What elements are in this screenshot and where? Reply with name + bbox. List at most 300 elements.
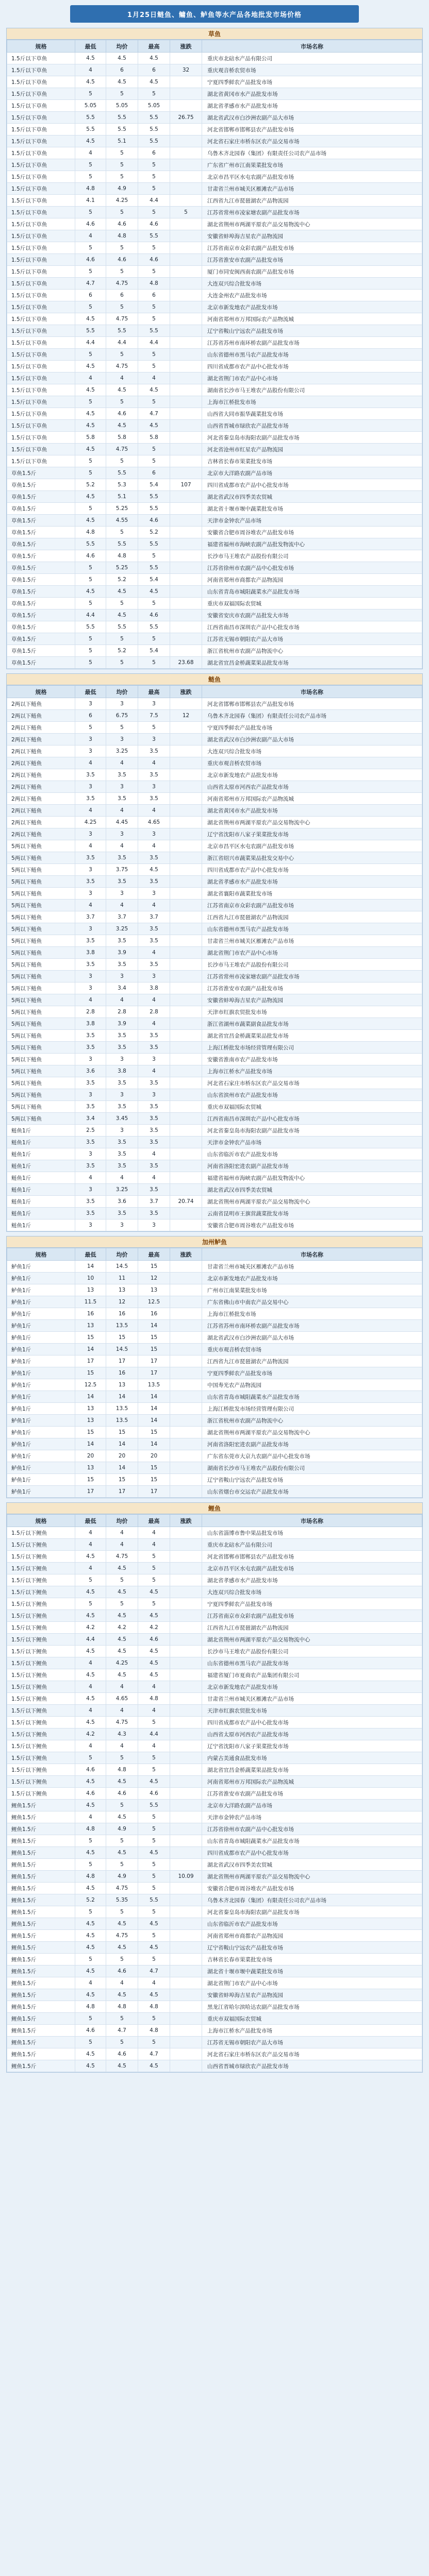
table-row: [7, 947, 422, 959]
cell-avg: 3.5: [106, 1208, 138, 1219]
cell-max: 4.5: [138, 1847, 170, 1859]
cell-max: 5: [138, 88, 170, 100]
cell-min: 3: [75, 971, 106, 982]
table-row: [7, 971, 422, 982]
table-row: [7, 503, 422, 515]
cell-market: 浙江省湖州市蔬菜副食品批发市场: [202, 1018, 422, 1030]
cell-spec: 1.5斤以下鲤鱼: [7, 1646, 75, 1657]
cell-change: [170, 1788, 202, 1800]
cell-spec: 2两以下鲢鱼: [7, 757, 75, 769]
cell-max: 5: [138, 396, 170, 408]
cell-change: [170, 349, 202, 361]
cell-change: [170, 1018, 202, 1030]
cell-min: 4: [75, 805, 106, 817]
table-row: [7, 734, 422, 745]
cell-spec: 5两以下鲢鱼: [7, 840, 75, 852]
cell-change: [170, 396, 202, 408]
cell-avg: 4: [106, 1539, 138, 1551]
cell-spec: 1.5斤以下草鱼: [7, 384, 75, 396]
cell-avg: 3.4: [106, 982, 138, 994]
cell-change: [170, 1403, 202, 1415]
table-row: [7, 432, 422, 444]
cell-max: 14: [138, 1415, 170, 1427]
table-row: [7, 76, 422, 88]
table-row: [7, 1776, 422, 1788]
table-row: [7, 1527, 422, 1539]
fish-section: [6, 28, 423, 669]
cell-min: 3.5: [75, 1137, 106, 1148]
cell-change: [170, 2013, 202, 2025]
cell-min: 3: [75, 1219, 106, 1231]
cell-min: 3.5: [75, 935, 106, 947]
cell-spec: 1.5斤以下草鱼: [7, 218, 75, 230]
cell-avg: 3.5: [106, 876, 138, 888]
cell-change: [170, 598, 202, 609]
cell-change: [170, 1835, 202, 1847]
section-title: 草鱼: [7, 28, 422, 40]
cell-min: 13: [75, 1403, 106, 1415]
cell-avg: 4.5: [106, 1847, 138, 1859]
cell-min: 4: [75, 1657, 106, 1669]
cell-max: 5: [138, 1752, 170, 1764]
cell-market: 四川省成都市农产品中心批发市场: [202, 864, 422, 876]
table-row: [7, 864, 422, 876]
cell-spec: 鲢鱼1斤: [7, 1148, 75, 1160]
cell-spec: 鲈鱼1斤: [7, 1332, 75, 1344]
cell-spec: 鲢鱼1斤: [7, 1219, 75, 1231]
cell-spec: 1.5斤以下草鱼: [7, 325, 75, 337]
table-row: [7, 698, 422, 710]
table-row: [7, 1113, 422, 1125]
cell-change: 10.09: [170, 1871, 202, 1883]
cell-spec: 1.5斤以下鲤鱼: [7, 1610, 75, 1622]
header-min: 最低: [75, 1515, 106, 1527]
cell-change: [170, 1764, 202, 1776]
table-row: [7, 1657, 422, 1669]
cell-min: 4.8: [75, 1823, 106, 1835]
cell-avg: 4: [106, 1977, 138, 1989]
cell-min: 5: [75, 1835, 106, 1847]
table-row: [7, 1160, 422, 1172]
cell-max: 3.5: [138, 1137, 170, 1148]
cell-spec: 5两以下鲢鱼: [7, 935, 75, 947]
cell-change: [170, 1942, 202, 1954]
cell-change: [170, 1954, 202, 1965]
cell-market: 四川省成都市农产品中心批发市场: [202, 361, 422, 372]
table-row: [7, 1894, 422, 1906]
cell-avg: 4.5: [106, 1586, 138, 1598]
cell-avg: 4.5: [106, 384, 138, 396]
header-spec: 规格: [7, 1515, 75, 1527]
cell-max: 4.4: [138, 195, 170, 207]
cell-spec: 1.5斤以下草鱼: [7, 147, 75, 159]
cell-avg: 4.75: [106, 313, 138, 325]
cell-max: 5.4: [138, 645, 170, 657]
cell-avg: 5: [106, 159, 138, 171]
cell-avg: 20: [106, 1450, 138, 1462]
table-row: [7, 1320, 422, 1332]
cell-change: [170, 1574, 202, 1586]
table-row: [7, 408, 422, 420]
cell-change: [170, 1273, 202, 1284]
cell-min: 4.5: [75, 1693, 106, 1705]
cell-min: 4.6: [75, 1788, 106, 1800]
cell-min: 10: [75, 1273, 106, 1284]
cell-spec: 5两以下鲢鱼: [7, 911, 75, 923]
cell-spec: 鲤鱼1.5斤: [7, 1835, 75, 1847]
cell-min: 5: [75, 467, 106, 479]
cell-spec: 鲈鱼1斤: [7, 1486, 75, 1498]
cell-avg: 3.45: [106, 1113, 138, 1125]
cell-spec: 1.5斤以下鲤鱼: [7, 1539, 75, 1551]
cell-change: [170, 769, 202, 781]
cell-market: 宁夏四季鲜农产品批发市场: [202, 1598, 422, 1610]
cell-spec: 草鱼1.5斤: [7, 562, 75, 574]
cell-change: [170, 372, 202, 384]
cell-market: 江苏省南京市众彩农副产品批发市场: [202, 1610, 422, 1622]
table-header-row: [7, 686, 422, 698]
cell-min: 4: [75, 840, 106, 852]
cell-spec: 鲈鱼1斤: [7, 1273, 75, 1284]
cell-spec: 草鱼1.5斤: [7, 657, 75, 669]
table-row: [7, 1693, 422, 1705]
cell-market: 河南省洛阳宏进农副产品批发市场: [202, 1160, 422, 1172]
table-row: [7, 171, 422, 183]
cell-change: [170, 2037, 202, 2048]
cell-market: 厦门市同安闽西南农副产品批发市场: [202, 266, 422, 278]
cell-min: 3.5: [75, 769, 106, 781]
cell-market: 安徽省合肥市周谷堆农产品批发市场: [202, 1219, 422, 1231]
cell-max: 5: [138, 349, 170, 361]
table-row: [7, 1977, 422, 1989]
cell-change: [170, 1320, 202, 1332]
cell-max: 4: [138, 1977, 170, 1989]
cell-avg: 4.6: [106, 408, 138, 420]
cell-min: 13: [75, 1284, 106, 1296]
cell-min: 5: [75, 1954, 106, 1965]
table-row: [7, 911, 422, 923]
cell-change: [170, 1462, 202, 1474]
cell-change: [170, 923, 202, 935]
table-row: [7, 1610, 422, 1622]
header-market: 市场名称: [202, 40, 422, 53]
cell-avg: 4.5: [106, 586, 138, 598]
cell-spec: 鲤鱼1.5斤: [7, 1800, 75, 1811]
table-row: [7, 1764, 422, 1776]
cell-change: [170, 1030, 202, 1042]
cell-avg: 3.5: [106, 793, 138, 805]
cell-max: 15: [138, 1427, 170, 1438]
cell-market: 大连双兴综合批发市场: [202, 1586, 422, 1598]
cell-market: 江西省南昌市深圳农产品中心批发市场: [202, 621, 422, 633]
cell-min: 3.8: [75, 947, 106, 959]
cell-avg: 17: [106, 1486, 138, 1498]
cell-market: 甘肃省兰州市城关区雁滩农产品市场: [202, 935, 422, 947]
cell-spec: 鲢鱼1斤: [7, 1137, 75, 1148]
table-row: [7, 1391, 422, 1403]
cell-avg: 4: [106, 372, 138, 384]
cell-change: [170, 124, 202, 135]
cell-market: 山东省青岛市城阳蔬菜水产品批发市场: [202, 1835, 422, 1847]
table-row: [7, 852, 422, 864]
cell-market: 安徽省蚌埠海吉星农产品物流园: [202, 994, 422, 1006]
cell-max: 17: [138, 1486, 170, 1498]
cell-change: [170, 852, 202, 864]
cell-market: 江苏省常州市凌家塘农副产品批发市场: [202, 207, 422, 218]
cell-market: 河北省秦皇岛市海阳农副产品批发市场: [202, 1906, 422, 1918]
cell-max: 3: [138, 781, 170, 793]
cell-min: 4.5: [75, 1646, 106, 1657]
cell-market: 湖北省荆州市两湖平原农产品交易物流中心: [202, 1196, 422, 1208]
cell-market: 湖北省武汉市四季美农贸城: [202, 1184, 422, 1196]
cell-max: 4.5: [138, 2060, 170, 2072]
header-change: 涨跌: [170, 686, 202, 698]
cell-spec: 鲈鱼1斤: [7, 1379, 75, 1391]
cell-avg: 5: [106, 1574, 138, 1586]
cell-spec: 1.5斤以下鲤鱼: [7, 1681, 75, 1693]
cell-market: 湖北省武汉市四季美农贸城: [202, 491, 422, 503]
cell-spec: 鲤鱼1.5斤: [7, 1823, 75, 1835]
cell-min: 13: [75, 1415, 106, 1427]
cell-market: 天津市红旗农贸批发市场: [202, 1705, 422, 1717]
cell-market: 辽宁省鞍山宁远农产品批发市场: [202, 1942, 422, 1954]
table-row: [7, 1379, 422, 1391]
cell-min: 4.25: [75, 817, 106, 828]
cell-min: 14: [75, 1438, 106, 1450]
cell-min: 3: [75, 734, 106, 745]
cell-avg: 5: [106, 1835, 138, 1847]
cell-min: 3: [75, 1148, 106, 1160]
cell-max: 5: [138, 657, 170, 669]
table-row: [7, 349, 422, 361]
cell-market: 江苏省淮安市农副产品批发市场: [202, 982, 422, 994]
cell-min: 4.5: [75, 1610, 106, 1622]
cell-spec: 鲢鱼1斤: [7, 1172, 75, 1184]
cell-spec: 鲤鱼1.5斤: [7, 1811, 75, 1823]
cell-avg: 3: [106, 1054, 138, 1065]
cell-spec: 草鱼1.5斤: [7, 550, 75, 562]
cell-max: 5: [138, 1574, 170, 1586]
cell-market: 北京市昌平区水屯农副产品批发市场: [202, 1563, 422, 1574]
cell-spec: 鲤鱼1.5斤: [7, 1989, 75, 2001]
cell-change: [170, 1054, 202, 1065]
cell-max: 3: [138, 1054, 170, 1065]
cell-avg: 4.6: [106, 218, 138, 230]
cell-min: 12.5: [75, 1379, 106, 1391]
cell-max: 4.6: [138, 218, 170, 230]
cell-avg: 4.5: [106, 1811, 138, 1823]
table-row: [7, 1598, 422, 1610]
cell-market: 山西省大同市振华蔬菜批发市场: [202, 408, 422, 420]
cell-market: 湖北省武汉市白沙洲农副产品大市场: [202, 1332, 422, 1344]
table-row: [7, 1284, 422, 1296]
cell-spec: 5两以下鲢鱼: [7, 971, 75, 982]
cell-change: [170, 805, 202, 817]
table-row: [7, 1551, 422, 1563]
header-min: 最低: [75, 40, 106, 53]
cell-market: 重庆观音桥农贸市场: [202, 64, 422, 76]
cell-avg: 5: [106, 2013, 138, 2025]
cell-market: 大连金州农产品批发市场: [202, 290, 422, 301]
cell-min: 14: [75, 1391, 106, 1403]
cell-max: 4.5: [138, 1646, 170, 1657]
table-row: [7, 598, 422, 609]
section-title: 鲢鱼: [7, 674, 422, 685]
table-row: [7, 278, 422, 290]
cell-avg: 4.45: [106, 817, 138, 828]
cell-avg: 6: [106, 290, 138, 301]
cell-change: [170, 1681, 202, 1693]
cell-change: [170, 254, 202, 266]
cell-max: 3.5: [138, 745, 170, 757]
cell-max: 5: [138, 1906, 170, 1918]
table-row: [7, 1148, 422, 1160]
cell-max: 5.05: [138, 100, 170, 112]
cell-max: 5.8: [138, 432, 170, 444]
table-row: [7, 1942, 422, 1954]
cell-market: 辽宁省鞍山宁远农产品批发市场: [202, 1474, 422, 1486]
cell-min: 5.5: [75, 325, 106, 337]
cell-spec: 鲤鱼1.5斤: [7, 1894, 75, 1906]
cell-avg: 3.7: [106, 911, 138, 923]
cell-market: 湖北省十堰市堰中蔬菜批发市场: [202, 1965, 422, 1977]
cell-max: 12.5: [138, 1296, 170, 1308]
cell-max: 6: [138, 290, 170, 301]
table-row: [7, 515, 422, 527]
cell-min: 4.8: [75, 183, 106, 195]
cell-max: 6: [138, 64, 170, 76]
cell-min: 4.5: [75, 1551, 106, 1563]
cell-change: [170, 1219, 202, 1231]
cell-change: [170, 1598, 202, 1610]
cell-min: 4.5: [75, 384, 106, 396]
cell-avg: 4.5: [106, 609, 138, 621]
table-row: [7, 609, 422, 621]
cell-market: 湖北省荆州市两湖平原农产品交易物流中心: [202, 1427, 422, 1438]
cell-max: 5.4: [138, 479, 170, 491]
cell-max: 5.5: [138, 230, 170, 242]
table-row: [7, 586, 422, 598]
cell-spec: 1.5斤以下鲤鱼: [7, 1705, 75, 1717]
cell-market: 河南省洛阳宏进农副产品批发市场: [202, 1438, 422, 1450]
cell-max: 4.6: [138, 254, 170, 266]
cell-change: [170, 1379, 202, 1391]
cell-max: 3.5: [138, 1101, 170, 1113]
cell-max: 15: [138, 1344, 170, 1355]
cell-min: 4.8: [75, 2001, 106, 2013]
table-row: [7, 266, 422, 278]
cell-change: [170, 503, 202, 515]
cell-change: [170, 1883, 202, 1894]
table-row: [7, 1883, 422, 1894]
cell-max: 4.8: [138, 278, 170, 290]
cell-min: 3.5: [75, 876, 106, 888]
cell-min: 3.5: [75, 1030, 106, 1042]
cell-change: [170, 1776, 202, 1788]
cell-market: 湖北省孝感市水产品批发市场: [202, 876, 422, 888]
table-row: [7, 1681, 422, 1693]
table-row: [7, 2048, 422, 2060]
cell-avg: 14: [106, 1438, 138, 1450]
cell-change: [170, 301, 202, 313]
cell-change: [170, 1728, 202, 1740]
cell-spec: 1.5斤以下鲤鱼: [7, 1776, 75, 1788]
cell-avg: 3.5: [106, 1077, 138, 1089]
cell-market: 山东省德州市黑马农产品批发市场: [202, 1657, 422, 1669]
cell-min: 3.5: [75, 1208, 106, 1219]
cell-change: [170, 1137, 202, 1148]
cell-change: [170, 266, 202, 278]
cell-min: 2.8: [75, 1006, 106, 1018]
cell-spec: 1.5斤以下草鱼: [7, 278, 75, 290]
cell-market: 重庆市双福国际农贸城: [202, 2013, 422, 2025]
cell-change: [170, 1977, 202, 1989]
table-row: [7, 1539, 422, 1551]
cell-min: 4: [75, 1527, 106, 1539]
cell-max: 5.5: [138, 621, 170, 633]
cell-min: 4.5: [75, 53, 106, 64]
cell-change: [170, 935, 202, 947]
cell-max: 4: [138, 900, 170, 911]
cell-market: 宁夏四季鲜农产品批发市场: [202, 1367, 422, 1379]
cell-max: 14: [138, 1320, 170, 1332]
cell-change: [170, 408, 202, 420]
cell-spec: 鲤鱼1.5斤: [7, 1871, 75, 1883]
cell-change: [170, 745, 202, 757]
cell-market: 江西省九江市琵琶湖农产品物流园: [202, 1622, 422, 1634]
table-row: [7, 1847, 422, 1859]
cell-change: [170, 147, 202, 159]
cell-change: 23.68: [170, 657, 202, 669]
header-avg: 均价: [106, 1515, 138, 1527]
table-row: [7, 781, 422, 793]
cell-max: 4.5: [138, 1657, 170, 1669]
cell-market: 江苏省徐州市农副产品中心批发市场: [202, 1823, 422, 1835]
cell-max: 4: [138, 994, 170, 1006]
cell-spec: 鲈鱼1斤: [7, 1320, 75, 1332]
cell-market: 上海市江桥水产品批发市场: [202, 2025, 422, 2037]
cell-spec: 鲈鱼1斤: [7, 1427, 75, 1438]
table-row: [7, 1030, 422, 1042]
cell-min: 4.8: [75, 527, 106, 538]
cell-market: 湖北省荆州市两湖平原农产品交易物流中心: [202, 218, 422, 230]
cell-avg: 4.2: [106, 1622, 138, 1634]
table-row: [7, 1835, 422, 1847]
cell-market: 湖北省宜昌金桥蔬菜果品批发市场: [202, 1030, 422, 1042]
cell-spec: 2两以下鲢鱼: [7, 734, 75, 745]
cell-avg: 5.1: [106, 491, 138, 503]
cell-max: 5: [138, 313, 170, 325]
cell-change: [170, 793, 202, 805]
cell-min: 5: [75, 159, 106, 171]
cell-max: 5: [138, 1835, 170, 1847]
cell-market: 山东省临沂市农产品批发市场: [202, 1148, 422, 1160]
cell-min: 3.7: [75, 911, 106, 923]
cell-max: 5.5: [138, 124, 170, 135]
cell-spec: 1.5斤以下草鱼: [7, 230, 75, 242]
cell-change: [170, 53, 202, 64]
cell-min: 5.8: [75, 432, 106, 444]
cell-min: 4.6: [75, 550, 106, 562]
cell-max: 5: [138, 1598, 170, 1610]
cell-min: 4: [75, 1811, 106, 1823]
table-row: [7, 384, 422, 396]
cell-avg: 3.5: [106, 852, 138, 864]
cell-market: 黑龙江省哈尔滨哈达农副产品批发市场: [202, 2001, 422, 2013]
cell-change: [170, 1344, 202, 1355]
cell-change: [170, 1450, 202, 1462]
table-row: [7, 290, 422, 301]
